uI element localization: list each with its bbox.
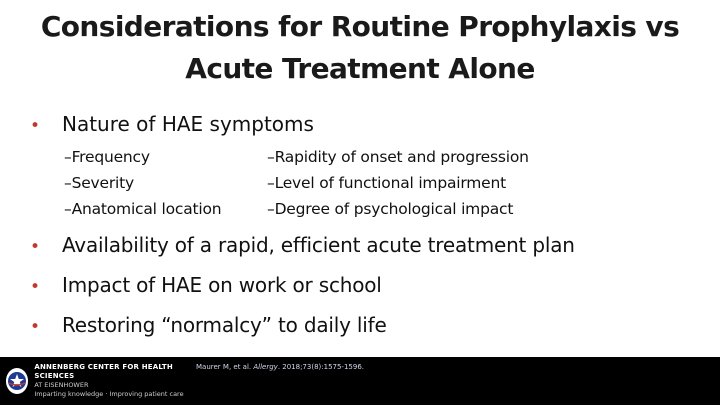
citation-prefix: Maurer M, et al.: [196, 363, 252, 371]
bullet-availability: [30, 233, 575, 257]
dash: –: [64, 200, 72, 218]
sub-item-text: Rapidity of onset and progression: [274, 148, 529, 166]
bullet-dot: •: [30, 277, 40, 297]
citation-suffix: . 2018;73(8):1575-1596.: [277, 363, 364, 371]
sub-item-text: Level of functional impairment: [274, 174, 507, 192]
sub-item: [64, 170, 221, 196]
bullet-text: Impact of HAE on work or school: [62, 273, 382, 297]
sub-item: [267, 144, 529, 170]
bullet-dot: •: [30, 116, 41, 136]
title-line-2: Acute Treatment Alone: [185, 52, 535, 85]
logo-line-3: Imparting knowledge · Improving patient care: [34, 390, 184, 398]
bullet-impact: [30, 273, 382, 297]
bullet-text: Availability of a rapid, efficient acute treatment plan: [62, 233, 575, 257]
sub-item: [267, 170, 529, 196]
sub-item-text: Degree of psychological impact: [274, 200, 514, 218]
bullet-dot: •: [30, 237, 40, 257]
bullet-dot: •: [30, 317, 40, 337]
annenberg-logo: [2, 359, 190, 403]
logo-line-1: ANNENBERG CENTER FOR HEALTH SCIENCES: [34, 363, 173, 380]
sub-item-text: Frequency: [71, 148, 150, 166]
sub-list-right: [267, 144, 529, 222]
bullet-text: Nature of HAE symptoms: [62, 112, 314, 136]
sub-item: [64, 144, 221, 170]
footer-bar: [0, 357, 720, 405]
sub-item-text: Anatomical location: [71, 200, 222, 218]
logo-text: [34, 363, 190, 399]
citation: [196, 363, 364, 371]
citation-journal: Allergy: [253, 363, 278, 371]
title-line-1: Considerations for Routine Prophylaxis vs: [40, 10, 680, 43]
sub-list-left: [64, 144, 221, 222]
slide-title: [0, 6, 720, 90]
dash: –: [64, 148, 72, 166]
logo-line-2: AT EISENHOWER: [34, 381, 89, 389]
dash: –: [267, 174, 275, 192]
bullet-nature: [30, 112, 314, 136]
star-shield-icon: [6, 368, 28, 394]
dash: –: [64, 174, 72, 192]
dash: –: [267, 200, 275, 218]
dash: –: [267, 148, 275, 166]
sub-item: [64, 196, 221, 222]
bullet-text: Restoring “normalcy” to daily life: [62, 313, 387, 337]
bullet-normalcy: [30, 313, 387, 337]
sub-item-text: Severity: [71, 174, 134, 192]
sub-item: [267, 196, 529, 222]
